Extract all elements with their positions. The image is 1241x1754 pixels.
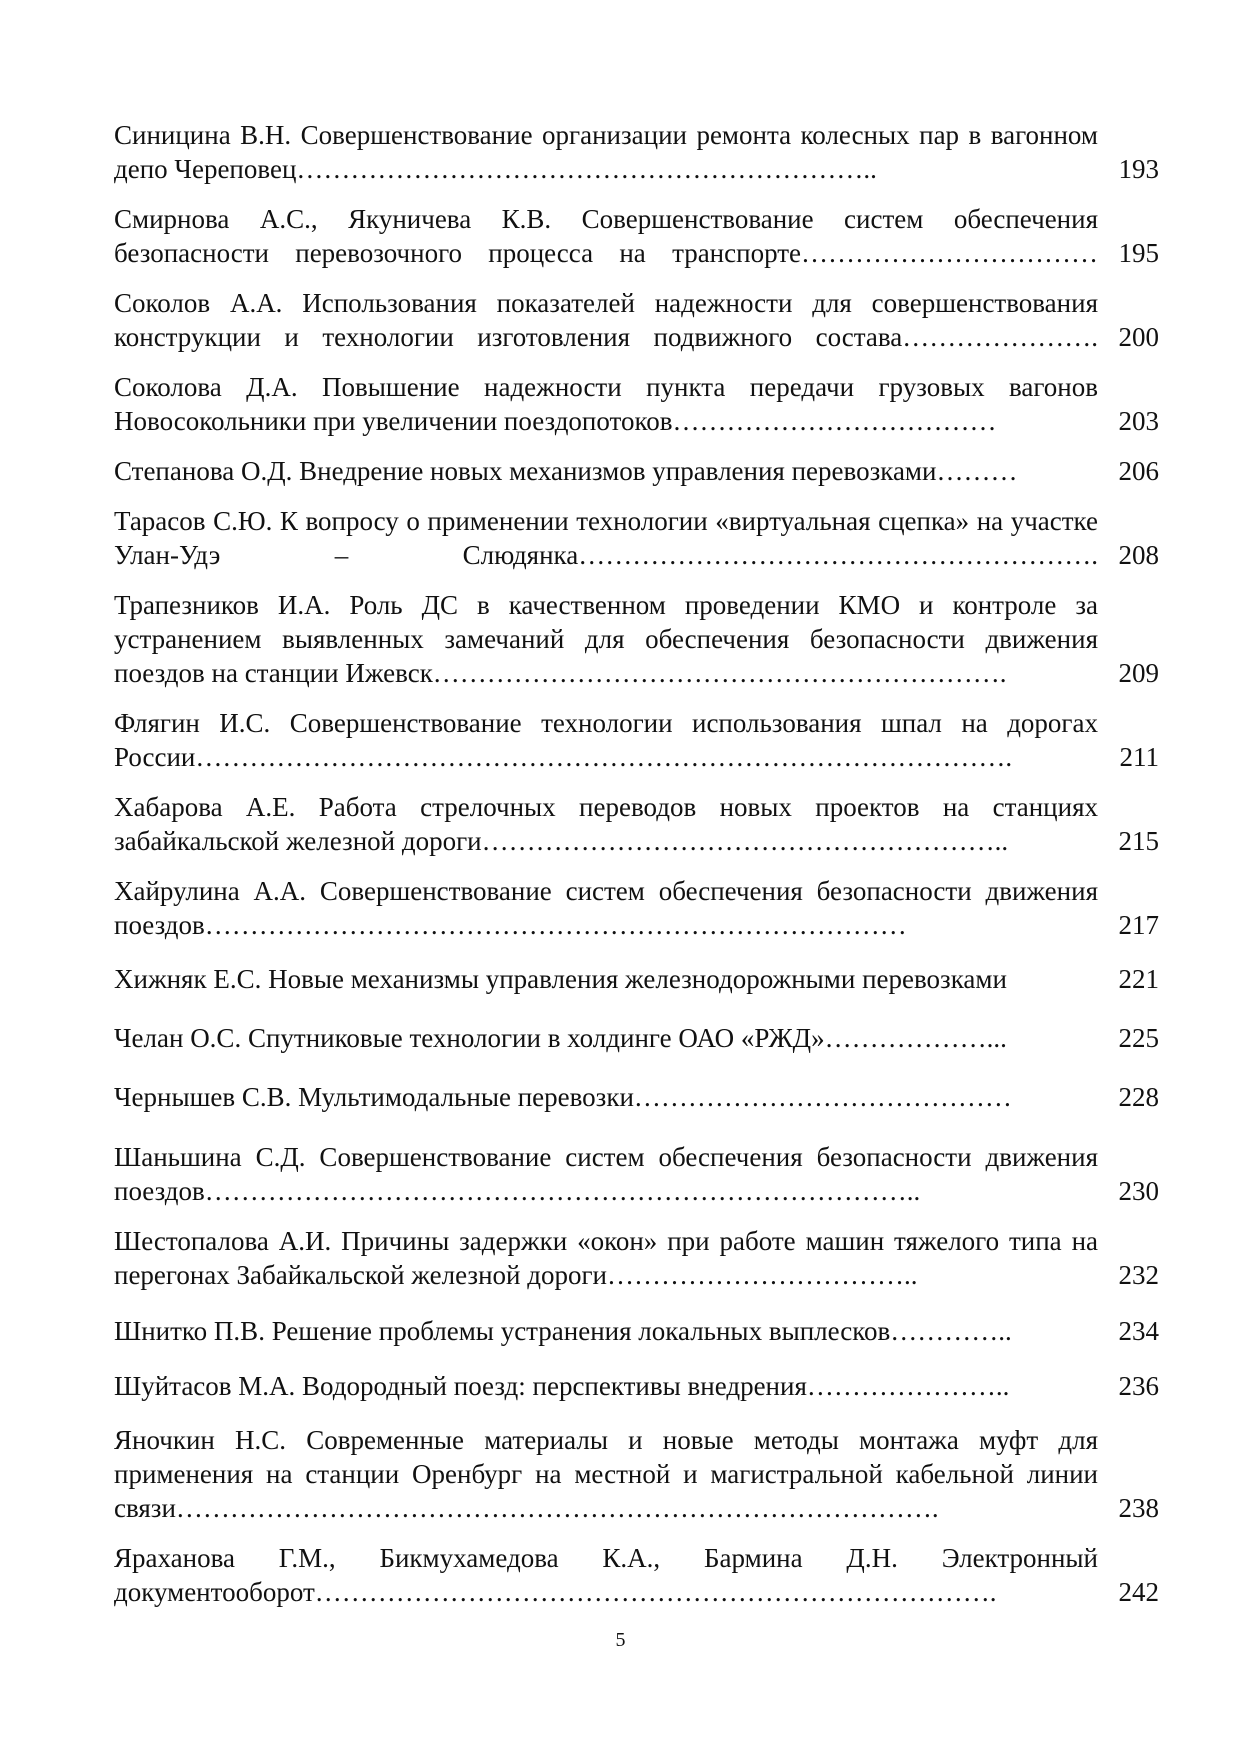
toc-entry	[114, 1314, 1159, 1348]
toc-entry-title: Чернышев С.В. Мультимодальные перевозки……………………………………	[114, 1082, 1012, 1112]
toc-entry	[114, 588, 1159, 690]
toc-entry-title: Яраханова Г.М., Бикмухамедова К.А., Бармина Д.Н. Электронный документооборот………………………………………………………………….	[114, 1543, 1098, 1607]
toc-entry	[114, 454, 1159, 488]
toc-entry	[114, 504, 1159, 572]
toc-entry-page: 203	[1118, 406, 1159, 436]
toc-entry-page: 230	[1118, 1176, 1159, 1206]
toc-entry-title: Тарасов С.Ю. К вопросу о применении технологии «виртуальная сцепка» на участке Улан-Удэ – Слюдянка………………………………………………….	[114, 506, 1098, 570]
toc-entry-title: Синицина В.Н. Совершенствование организации ремонта колесных пар в вагонном депо Череповец………………………………………………………..	[114, 120, 1098, 184]
toc-entry-page: 208	[1118, 540, 1159, 570]
toc-entry	[114, 1021, 1159, 1055]
toc-entry	[114, 790, 1159, 858]
toc-entry	[114, 1541, 1159, 1609]
toc-entry-title: Трапезников И.А. Роль ДС в качественном проведении КМО и контроле за устранением выявленных замечаний для обеспечения безопасности движения поездов на станции Ижевск……………………………………………………….	[114, 590, 1098, 688]
toc-entry	[114, 202, 1159, 270]
toc-entry-page: 232	[1118, 1260, 1159, 1290]
toc-entry	[114, 706, 1159, 774]
toc-entry-page: 217	[1118, 910, 1159, 940]
toc-entry-page: 193	[1118, 154, 1159, 184]
page-number: 5	[615, 1629, 626, 1651]
toc-entry-title: Шестопалова А.И. Причины задержки «окон» при работе машин тяжелого типа на перегонах Забайкальской железной дороги……………………………..	[114, 1226, 1098, 1290]
toc-entry-title: Шнитко П.В. Решение проблемы устранения локальных выплесков…………..	[114, 1316, 1012, 1346]
toc-entry-page: 225	[1118, 1023, 1159, 1053]
toc-entry-title: Соколов А.А. Использования показателей надежности для совершенствования конструкции и технологии изготовления подвижного состава………………….	[114, 288, 1098, 352]
toc-entry-title: Флягин И.С. Совершенствование технологии использования шпал на дорогах России……………………………………………………………………………….	[114, 708, 1098, 772]
toc-entry-title: Шаньшина С.Д. Совершенствование систем обеспечения безопасности движения поездов……………………………………………………………………..	[114, 1142, 1098, 1206]
toc-entry-title: Смирнова А.С., Якуничева К.В. Совершенствование систем обеспечения безопасности перевозочного процесса на транспорте……………………………	[114, 204, 1098, 268]
toc-entry	[114, 1140, 1159, 1208]
toc-entry-page: 242	[1118, 1577, 1159, 1607]
toc-entry-page: 228	[1118, 1082, 1159, 1112]
toc-entry-title: Хижняк Е.С. Новые механизмы управления железнодорожными перевозками	[114, 964, 1007, 994]
toc-entry	[114, 370, 1159, 438]
toc-entry-page: 209	[1118, 658, 1159, 688]
toc-entry-page: 238	[1118, 1493, 1159, 1523]
toc-entry-page: 206	[1118, 456, 1159, 486]
toc-entry-title: Челан О.С. Спутниковые технологии в холдинге ОАО «РЖД»………………...	[114, 1023, 1007, 1053]
toc-entry-title: Соколова Д.А. Повышение надежности пункта передачи грузовых вагонов Новосокольники при увеличении поездопотоков………………………………	[114, 372, 1098, 436]
toc-entry	[114, 286, 1159, 354]
toc-entry-title: Яночкин Н.С. Современные материалы и новые методы монтажа муфт для применения на станции Оренбург на местной и магистральной кабельной линии связи………………………………………………………………………….	[114, 1425, 1098, 1523]
toc-entry-title: Хайрулина А.А. Совершенствование систем обеспечения безопасности движения поездов……………………………………………………………………	[114, 876, 1098, 940]
toc-entry	[114, 1423, 1159, 1525]
toc-entry	[114, 874, 1159, 942]
toc-entry-page: 215	[1118, 826, 1159, 856]
toc-entry-page: 236	[1118, 1371, 1159, 1401]
toc-entry-page: 195	[1118, 238, 1159, 268]
toc-entry	[114, 962, 1159, 996]
toc-entry	[114, 1224, 1159, 1292]
toc-entry	[114, 1369, 1159, 1403]
toc-entry-title: Шуйтасов М.А. Водородный поезд: перспективы внедрения…………………..	[114, 1371, 1010, 1401]
toc-entry-title: Хабарова А.Е. Работа стрелочных переводов новых проектов на станциях забайкальской железной дороги…………………………………………………..	[114, 792, 1098, 856]
toc-entry-page: 200	[1118, 322, 1159, 352]
toc-entry	[114, 118, 1159, 186]
toc-entry-page: 234	[1118, 1316, 1159, 1346]
toc-entry	[114, 1080, 1159, 1114]
toc-entry-title: Степанова О.Д. Внедрение новых механизмов управления перевозками………	[114, 456, 1018, 486]
toc-entry-page: 211	[1119, 742, 1159, 772]
toc-entry-page: 221	[1118, 964, 1159, 994]
